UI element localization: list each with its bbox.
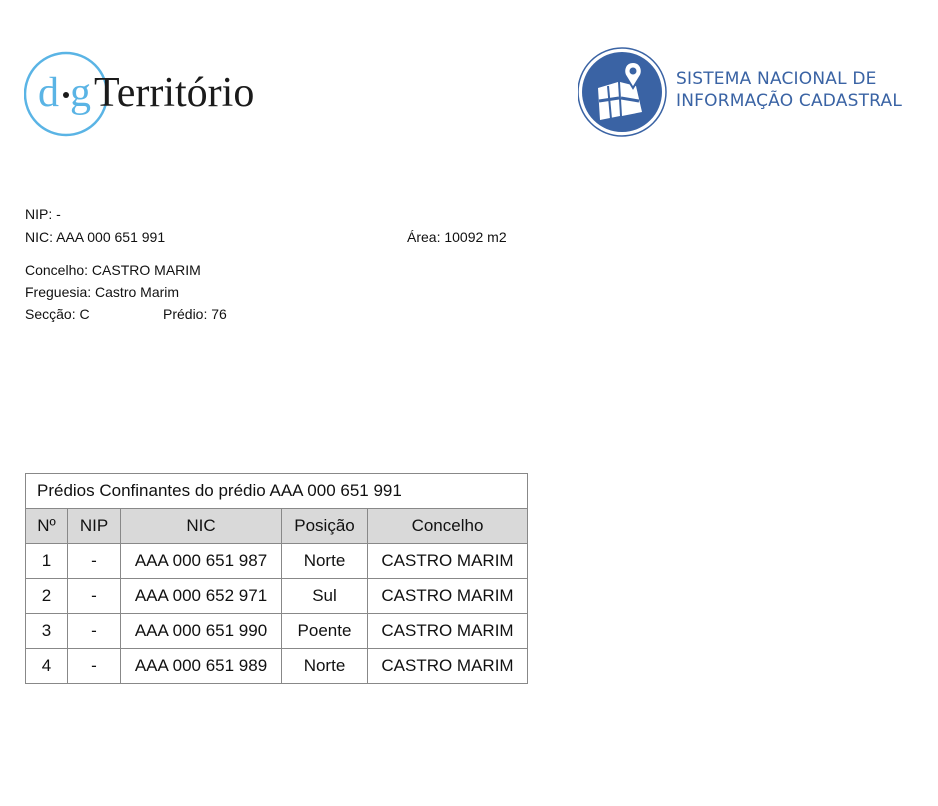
logo-initial-d: d <box>38 70 59 116</box>
confinantes-table-wrapper <box>25 473 528 684</box>
cell-nic: AAA 000 651 989 <box>121 649 282 684</box>
header-nic: NIC <box>121 509 282 544</box>
table-row <box>26 649 528 684</box>
confinantes-table <box>25 473 528 684</box>
cell-concelho: CASTRO MARIM <box>368 614 528 649</box>
cell-nip: - <box>68 579 121 614</box>
table-row <box>26 579 528 614</box>
cell-nip: - <box>68 614 121 649</box>
cell-numero: 4 <box>26 649 68 684</box>
logo-dot-icon <box>63 92 69 98</box>
cell-posicao: Sul <box>282 579 368 614</box>
nic-field: NIC: AAA 000 651 991 <box>25 229 166 245</box>
table-row <box>26 544 528 579</box>
snic-logo <box>578 46 923 138</box>
table-caption: Prédios Confinantes do prédio AAA 000 651 991 <box>26 474 528 509</box>
cell-nic: AAA 000 652 971 <box>121 579 282 614</box>
cell-nip: - <box>68 544 121 579</box>
snic-line-2: INFORMAÇÃO CADASTRAL <box>676 91 903 111</box>
dgterritorio-logo <box>24 48 284 140</box>
freguesia-field: Freguesia: Castro Marim <box>25 284 180 300</box>
cell-numero: 1 <box>26 544 68 579</box>
header-concelho: Concelho <box>368 509 528 544</box>
cell-nic: AAA 000 651 990 <box>121 614 282 649</box>
snic-line-1: SISTEMA NACIONAL DE <box>676 69 877 89</box>
cell-numero: 2 <box>26 579 68 614</box>
header-posicao: Posição <box>282 509 368 544</box>
logo-word: Território <box>94 70 255 116</box>
cell-numero: 3 <box>26 614 68 649</box>
cell-posicao: Norte <box>282 649 368 684</box>
predio-field: Prédio: 76 <box>163 306 227 322</box>
map-pin-badge-icon <box>578 46 670 138</box>
concelho-field: Concelho: CASTRO MARIM <box>25 262 201 278</box>
snic-wordmark <box>676 68 902 112</box>
nip-field: NIP: - <box>25 206 61 222</box>
cell-posicao: Poente <box>282 614 368 649</box>
header-numero: Nº <box>26 509 68 544</box>
cell-concelho: CASTRO MARIM <box>368 544 528 579</box>
dgterritorio-logo-graphic <box>24 48 284 140</box>
table-header-row <box>26 509 528 544</box>
cell-nic: AAA 000 651 987 <box>121 544 282 579</box>
seccao-field: Secção: C <box>25 306 90 322</box>
cell-concelho: CASTRO MARIM <box>368 649 528 684</box>
area-field: Área: 10092 m2 <box>407 229 507 245</box>
table-row <box>26 614 528 649</box>
cell-posicao: Norte <box>282 544 368 579</box>
header-nip: NIP <box>68 509 121 544</box>
cell-nip: - <box>68 649 121 684</box>
cell-concelho: CASTRO MARIM <box>368 579 528 614</box>
logo-initial-g: g <box>70 70 91 116</box>
